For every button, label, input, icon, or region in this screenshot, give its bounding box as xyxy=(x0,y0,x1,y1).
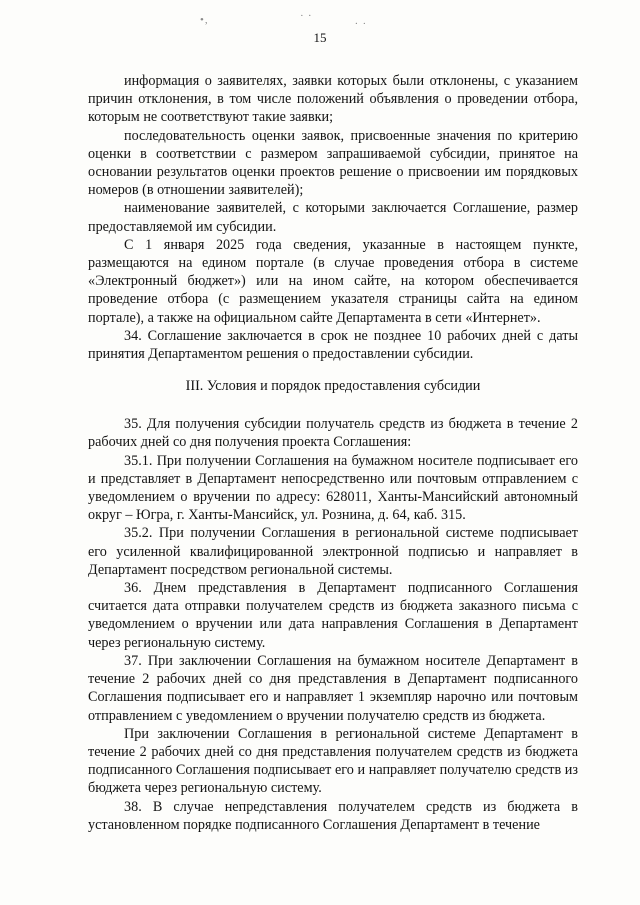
paragraph-applicants-rejected: информация о заявителях, заявки которых были отклонены, с указанием причин отклонения, в том числе положений объявления о проведении отбора, которым не соответствуют такие заявки; xyxy=(88,73,578,126)
paragraph-publication-2025: С 1 января 2025 года сведения, указанные в настоящем пункте, размещаются на едином портале (в случае проведения отбора в системе «Электронный бюджет») или на ином сайте, на котором обеспечивается проведение отбора (с размещением указателя страницы сайта на едином портале), а также на официальном сайте Департамента в сети «Интернет». xyxy=(88,236,578,326)
scan-artifact: · ∙ xyxy=(300,10,313,22)
paragraph-35-1: 35.1. При получении Соглашения на бумажном носителе подписывает его и представляет в Департамент непосредственно или почтовым отправлением с уведомлением о вручении по адресу: 628011, Ханты-Мансийский автономный округ – Югра, г. Ханты-Мансийск, ул. Рознина, д. 64, каб. 315. xyxy=(88,452,578,524)
paragraph-35: 35. Для получения субсидии получатель средств из бюджета в течение 2 рабочих дней со дня получения проекта Соглашения: xyxy=(88,416,578,451)
paragraph-38: 38. В случае непредставления получателем средств из бюджета в установленном порядке подписанного Соглашения Департамент в течение xyxy=(88,798,578,833)
paragraph-35-2: 35.2. При получении Соглашения в региональной системе подписывает его усиленной квалифицированной электронной подписью и направляет в Департамент посредством региональной системы. xyxy=(88,525,578,578)
paragraph-37-regional: При заключении Соглашения в региональной системе Департамент в течение 2 рабочих дней со дня представления получателем средств из бюджета подписанного Соглашения подписывает его и направляет получателю средств из бюджета через региональную систему. xyxy=(88,725,578,797)
scan-artifact: ∙ · xyxy=(355,18,368,30)
section-heading: III. Условия и порядок предоставления субсидии xyxy=(185,378,481,395)
paragraph-36: 36. Днем представления в Департамент подписанного Соглашения считается дата отправки получателем средств из бюджета заказного письма с уведомлением о вручении или дата направления Соглашения в Департамент через региональную систему. xyxy=(88,580,578,651)
document-body xyxy=(88,72,578,834)
paragraph-applicant-names: наименование заявителей, с которыми заключается Соглашение, размер предоставляемой им субсидии. xyxy=(88,200,578,235)
paragraph-37: 37. При заключении Соглашения на бумажном носителе Департамент в течение 2 рабочих дней со дня представления в Департамент подписанного Соглашения подписывает его и направляет 1 экземпляр нарочно или почтовым отправлением с уведомлением о вручении получателю средств из бюджета. xyxy=(88,652,578,724)
paragraph-evaluation-sequence: последовательность оценки заявок, присвоенные значения по критерию оценки в соответствии с размером запрашиваемой субсидии, принятое на основании результатов оценки проектов решение о присвоении им порядковых номеров (в отношении заявителей); xyxy=(88,127,578,199)
page-number: 15 xyxy=(313,30,327,45)
scan-artifact: •, xyxy=(200,14,209,26)
paragraph-34: 34. Соглашение заключается в срок не позднее 10 рабочих дней с даты принятия Департаментом решения о предоставлении субсидии. xyxy=(88,327,578,363)
